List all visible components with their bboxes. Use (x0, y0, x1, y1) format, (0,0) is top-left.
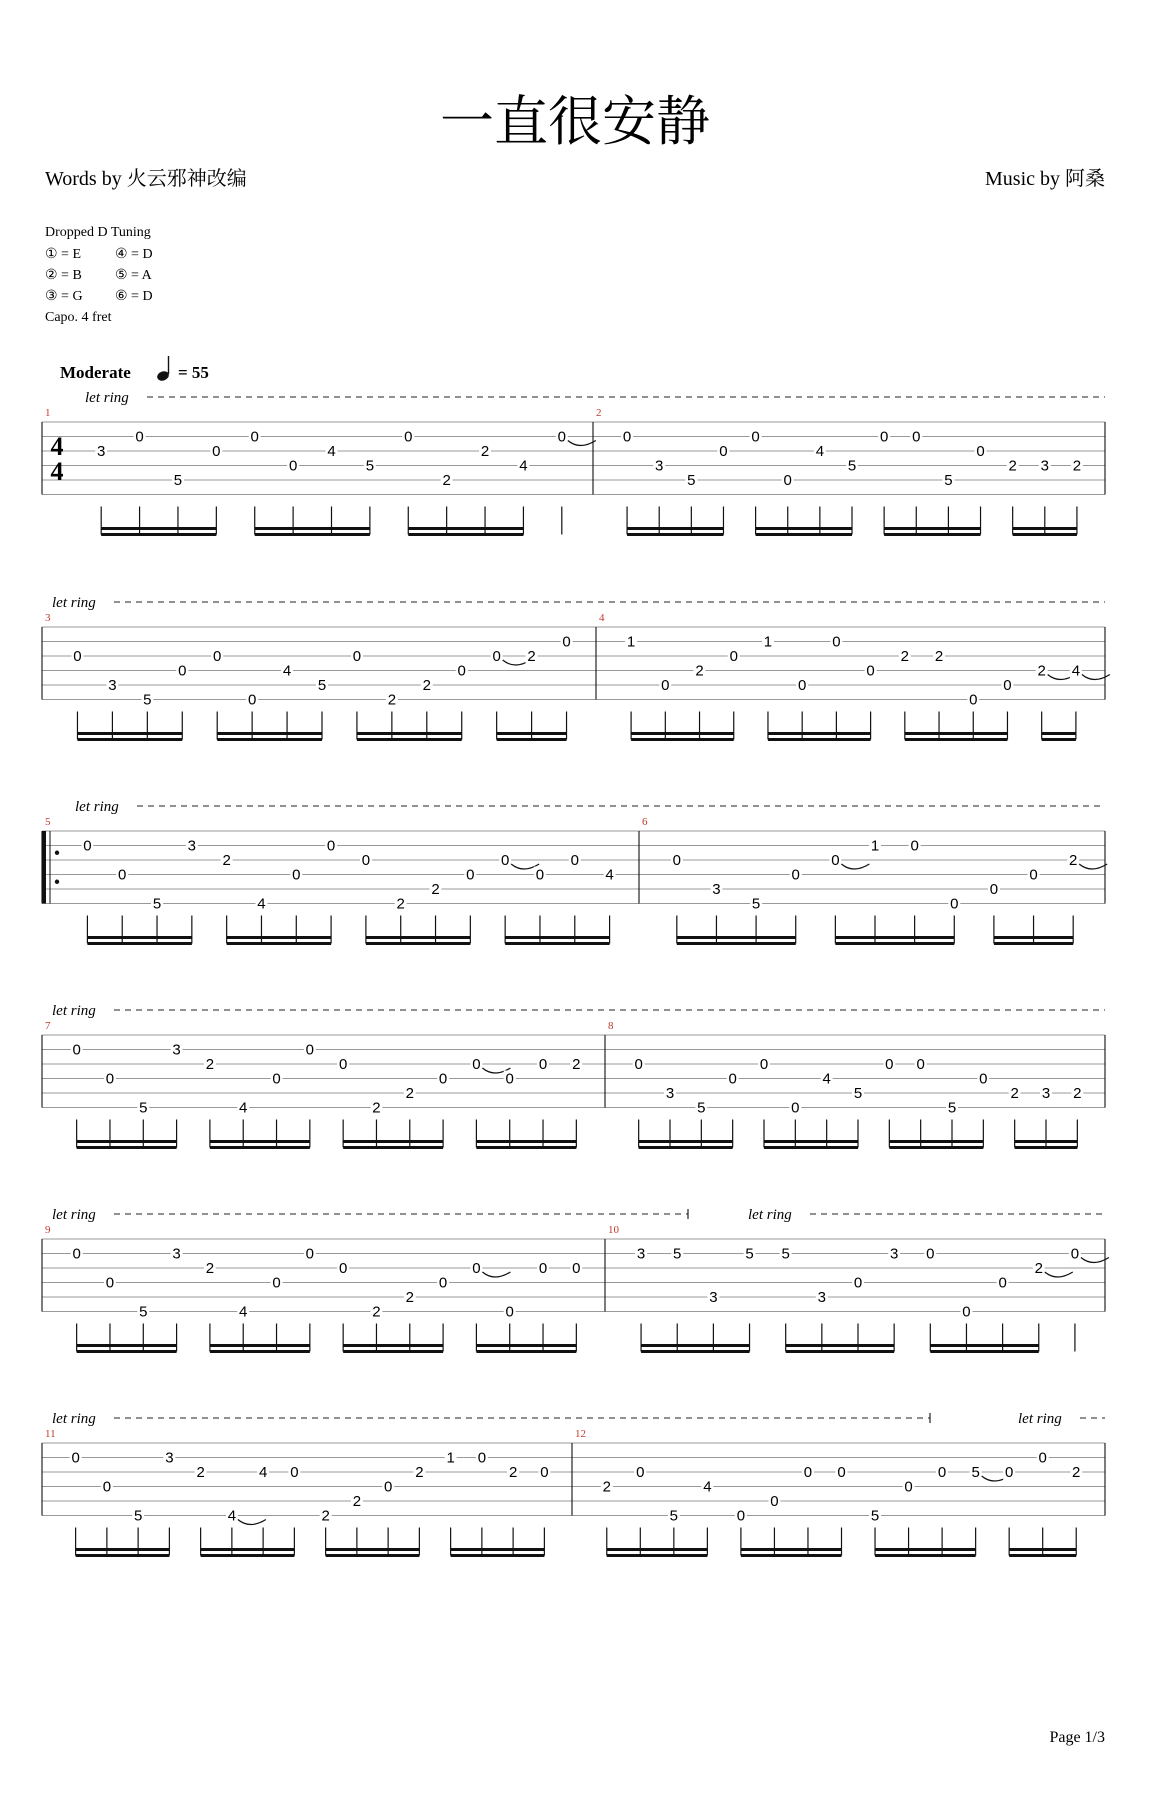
fret-number: 5 (133, 1507, 143, 1525)
repeat-dot (55, 851, 59, 855)
fret-number: 2 (431, 881, 440, 898)
fret-number: 0 (250, 428, 259, 446)
fret-number: 3 (1040, 457, 1049, 475)
fret-number: 3 (636, 1245, 646, 1263)
song-title: 一直很安静 (440, 90, 710, 153)
fret-number: 0 (557, 428, 566, 446)
fret-number: 3 (889, 1245, 899, 1263)
fret-number: 2 (222, 852, 231, 869)
fret-number: 3 (655, 457, 664, 475)
let-ring-label: let ring (52, 595, 96, 611)
let-ring-label: let ring (75, 799, 119, 815)
fret-number: 5 (971, 1464, 980, 1481)
measure (608, 1020, 1083, 1148)
fret-number: 0 (1004, 1464, 1014, 1481)
measure-number: 11 (45, 1428, 56, 1440)
string-4-tuning: ④ = D (115, 247, 153, 262)
fret-number: 4 (327, 443, 336, 460)
fret-number: 0 (535, 866, 545, 884)
fret-number: 0 (540, 1464, 549, 1481)
fret-number: 0 (783, 472, 792, 489)
fret-number: 5 (317, 677, 327, 694)
words-credit: Words by 火云邪神改编 (45, 168, 247, 190)
fret-number: 2 (1073, 1085, 1082, 1102)
fret-number: 0 (1003, 677, 1012, 694)
fret-number: 3 (665, 1085, 675, 1102)
fret-number: 3 (709, 1289, 718, 1306)
fret-number: 3 (172, 1041, 181, 1059)
fret-number: 2 (352, 1493, 362, 1510)
measure (575, 1428, 1082, 1556)
fret-number: 0 (404, 428, 413, 446)
fret-number: 3 (1041, 1085, 1051, 1102)
fret-number: 5 (152, 895, 162, 913)
fret-number: 4 (822, 1070, 831, 1088)
fret-number: 0 (570, 852, 579, 869)
page-number: Page 1/3 (1049, 1729, 1105, 1746)
measure-number: 6 (642, 816, 648, 828)
tab-system (42, 1003, 1105, 1148)
measure (608, 1224, 1109, 1352)
fret-number: 0 (636, 1464, 645, 1481)
fret-number: 0 (962, 1303, 971, 1321)
measure-number: 1 (45, 407, 51, 419)
fret-number: 0 (118, 866, 127, 884)
fret-number: 2 (480, 443, 490, 460)
fret-number: 5 (853, 1085, 863, 1102)
fret-number: 4 (282, 662, 292, 680)
fret-number: 2 (1037, 662, 1046, 680)
fret-number: 0 (505, 1303, 514, 1321)
fret-number: 2 (1069, 852, 1078, 869)
fret-number: 0 (438, 1070, 448, 1088)
fret-number: 2 (572, 1056, 581, 1073)
measure-number: 8 (608, 1020, 614, 1032)
fret-number: 2 (1072, 1464, 1081, 1481)
fret-number: 0 (979, 1070, 988, 1088)
fret-number: 0 (791, 866, 800, 884)
tab-system (42, 1207, 1109, 1352)
fret-number: 0 (212, 443, 221, 460)
fret-number: 0 (247, 691, 257, 709)
music-credit: Music by 阿桑 (985, 168, 1105, 190)
fret-number: 0 (916, 1056, 925, 1073)
fret-number: 0 (472, 1260, 481, 1277)
fret-number: 0 (728, 1070, 737, 1088)
let-ring-label: let ring (52, 1003, 96, 1019)
fret-number: 0 (926, 1245, 935, 1263)
fret-number: 0 (634, 1056, 643, 1073)
fret-number: 4 (605, 866, 614, 884)
time-signature-bottom: 4 (50, 457, 64, 486)
fret-number: 2 (1010, 1085, 1019, 1102)
fret-number: 5 (365, 457, 375, 475)
tie-arc (568, 441, 596, 446)
fret-number: 5 (673, 1245, 682, 1263)
capo-info: Capo. 4 fret (45, 310, 112, 325)
fret-number: 2 (695, 662, 704, 680)
fret-number: 0 (472, 1056, 481, 1073)
fret-number: 1 (446, 1449, 455, 1467)
time-signature-top: 4 (50, 432, 64, 461)
measure (45, 816, 616, 944)
fret-number: 4 (239, 1303, 248, 1321)
fret-number: 5 (669, 1507, 679, 1525)
fret-number: 2 (387, 691, 397, 709)
fret-number: 0 (950, 895, 959, 913)
fret-number: 0 (1038, 1449, 1047, 1467)
fret-number: 0 (803, 1464, 813, 1481)
fret-number: 0 (1070, 1245, 1080, 1263)
fret-number: 0 (505, 1070, 514, 1088)
tie-arc (482, 1272, 510, 1277)
fret-number: 4 (257, 895, 266, 913)
fret-number: 3 (97, 443, 106, 460)
tempo-label: Moderate (60, 363, 131, 382)
fret-number: 0 (853, 1274, 863, 1292)
fret-number: 0 (272, 1274, 281, 1292)
fret-number: 0 (305, 1041, 315, 1059)
fret-number: 5 (847, 457, 857, 475)
string-5-tuning: ⑤ = A (115, 268, 152, 283)
fret-number: 0 (466, 866, 475, 884)
fret-number: 2 (1034, 1260, 1043, 1277)
fret-number: 0 (500, 852, 510, 869)
string-1-tuning: ① = E (45, 247, 81, 262)
fret-number: 3 (108, 677, 117, 694)
tie-arc (1079, 864, 1107, 869)
fret-number: 5 (947, 1099, 957, 1117)
fret-number: 0 (338, 1260, 348, 1277)
repeat-bar-thick (42, 831, 46, 904)
fret-number: 4 (815, 443, 825, 460)
fret-number: 3 (165, 1449, 174, 1467)
fret-number: 0 (1029, 866, 1038, 884)
fret-number: 0 (661, 677, 670, 694)
fret-number: 0 (352, 648, 362, 665)
fret-number: 0 (672, 852, 681, 869)
fret-number: 0 (71, 1449, 80, 1467)
measure (45, 1020, 582, 1148)
fret-number: 2 (405, 1085, 414, 1102)
fret-number: 0 (102, 1478, 112, 1496)
fret-number: 5 (751, 895, 761, 913)
fret-number: 0 (72, 1245, 81, 1263)
fret-number: 4 (519, 457, 528, 475)
tab-system (42, 1411, 1105, 1556)
tie-arc (841, 864, 869, 869)
fret-number: 0 (438, 1274, 448, 1292)
measure-number: 4 (599, 612, 605, 624)
measure-number: 2 (596, 407, 602, 419)
fret-number: 0 (837, 1464, 846, 1481)
fret-number: 2 (900, 648, 909, 665)
fret-number: 2 (321, 1507, 330, 1525)
fret-number: 0 (798, 677, 807, 694)
measure (45, 1224, 582, 1352)
fret-number: 0 (910, 837, 919, 855)
measure (599, 612, 1110, 740)
fret-number: 2 (527, 648, 536, 665)
fret-number: 0 (290, 1464, 299, 1481)
fret-number: 2 (422, 677, 431, 694)
measure-number: 10 (608, 1224, 619, 1236)
fret-number: 0 (72, 1041, 81, 1059)
fret-number: 0 (976, 443, 985, 460)
let-ring-label: let ring (52, 1411, 96, 1427)
measure-number: 9 (45, 1224, 51, 1236)
fret-number: 0 (885, 1056, 894, 1073)
repeat-dot (55, 880, 59, 884)
fret-number: 0 (213, 648, 222, 665)
fret-number: 5 (944, 472, 953, 489)
tie-arc (1045, 1272, 1073, 1277)
fret-number: 2 (1072, 457, 1082, 475)
fret-number: 0 (719, 443, 728, 460)
fret-number: 0 (562, 633, 571, 651)
fret-number: 5 (139, 1303, 148, 1321)
measure (45, 1428, 550, 1556)
fret-number: 0 (770, 1493, 779, 1510)
let-ring-label: let ring (52, 1207, 96, 1223)
fret-number: 0 (998, 1274, 1007, 1292)
tuning-info (45, 225, 153, 325)
fret-number: 5 (173, 472, 183, 489)
fret-number: 0 (492, 648, 501, 665)
tab-system (42, 799, 1107, 944)
fret-number: 0 (272, 1070, 281, 1088)
measure-number: 12 (575, 1428, 586, 1440)
fret-number: 0 (736, 1507, 746, 1525)
fret-number: 0 (937, 1464, 947, 1481)
fret-number: 5 (139, 1099, 148, 1117)
fret-number: 2 (442, 472, 451, 489)
fret-number: 2 (205, 1056, 215, 1073)
fret-number: 5 (143, 691, 152, 709)
quarter-note-icon (156, 356, 170, 382)
measure-number: 7 (45, 1020, 51, 1032)
fret-number: 0 (457, 662, 466, 680)
fret-number: 3 (712, 881, 721, 898)
fret-number: 0 (338, 1056, 348, 1073)
fret-number: 2 (508, 1464, 518, 1481)
fret-number: 4 (703, 1478, 712, 1496)
fret-number: 0 (305, 1245, 315, 1263)
fret-number: 0 (292, 866, 301, 884)
measure (45, 612, 573, 740)
fret-number: 4 (1071, 662, 1081, 680)
fret-number: 5 (687, 472, 696, 489)
fret-number: 2 (372, 1303, 381, 1321)
tie-arc (238, 1520, 266, 1525)
fret-number: 0 (288, 457, 298, 475)
fret-number: 5 (697, 1099, 706, 1117)
string-3-tuning: ③ = G (45, 289, 83, 304)
fret-number: 0 (178, 662, 187, 680)
let-ring-label: let ring (1018, 1411, 1062, 1427)
fret-number: 0 (832, 633, 841, 651)
fret-number: 4 (239, 1099, 248, 1117)
tie-arc (1082, 675, 1110, 680)
fret-number: 0 (361, 852, 371, 869)
fret-number: 0 (105, 1274, 115, 1292)
string-2-tuning: ② = B (45, 268, 82, 283)
fret-number: 0 (538, 1056, 548, 1073)
fret-number: 0 (383, 1478, 393, 1496)
fret-number: 0 (73, 648, 82, 665)
fret-number: 0 (729, 648, 738, 665)
fret-number: 0 (326, 837, 336, 855)
fret-number: 2 (1008, 457, 1017, 475)
string-6-tuning: ⑥ = D (115, 289, 153, 304)
fret-number: 5 (745, 1245, 754, 1263)
tempo-marking (60, 356, 209, 382)
fret-number: 0 (912, 428, 921, 446)
measure-number: 3 (45, 612, 51, 624)
fret-number: 5 (781, 1245, 790, 1263)
measure (45, 407, 596, 535)
fret-number: 2 (934, 648, 944, 665)
tab-system (42, 390, 1105, 535)
fret-number: 0 (135, 428, 144, 446)
fret-number: 1 (870, 837, 880, 855)
measure (642, 816, 1107, 944)
tempo-value: = 55 (178, 363, 209, 382)
fret-number: 0 (759, 1056, 769, 1073)
fret-number: 1 (763, 633, 773, 651)
fret-number: 2 (396, 895, 405, 913)
fret-number: 2 (415, 1464, 424, 1481)
fret-number: 5 (870, 1507, 880, 1525)
fret-number: 0 (791, 1099, 800, 1117)
fret-number: 2 (205, 1260, 215, 1277)
fret-number: 2 (372, 1099, 381, 1117)
fret-number: 4 (258, 1464, 268, 1481)
fret-number: 0 (831, 852, 840, 869)
fret-number: 0 (477, 1449, 487, 1467)
fret-number: 4 (227, 1507, 237, 1525)
tab-system (42, 595, 1110, 740)
fret-number: 0 (989, 881, 999, 898)
tuning-name: Dropped D Tuning (45, 225, 151, 240)
fret-number: 3 (172, 1245, 181, 1263)
fret-number: 0 (879, 428, 889, 446)
fret-number: 0 (866, 662, 875, 680)
fret-number: 0 (969, 691, 978, 709)
measure (596, 407, 1083, 535)
fret-number: 2 (602, 1478, 611, 1496)
fret-number: 0 (538, 1260, 548, 1277)
fret-number: 1 (626, 633, 636, 651)
let-ring-label: let ring (748, 1207, 792, 1223)
fret-number: 0 (751, 428, 760, 446)
fret-number: 0 (105, 1070, 115, 1088)
fret-number: 0 (904, 1478, 913, 1496)
fret-number: 2 (405, 1289, 414, 1306)
fret-number: 3 (817, 1289, 827, 1306)
fret-number: 3 (187, 837, 197, 855)
measure-number: 5 (45, 816, 51, 828)
fret-number: 0 (83, 837, 92, 855)
fret-number: 2 (196, 1464, 205, 1481)
fret-number: 0 (622, 428, 632, 446)
fret-number: 0 (572, 1260, 581, 1277)
let-ring-label: let ring (85, 390, 129, 406)
